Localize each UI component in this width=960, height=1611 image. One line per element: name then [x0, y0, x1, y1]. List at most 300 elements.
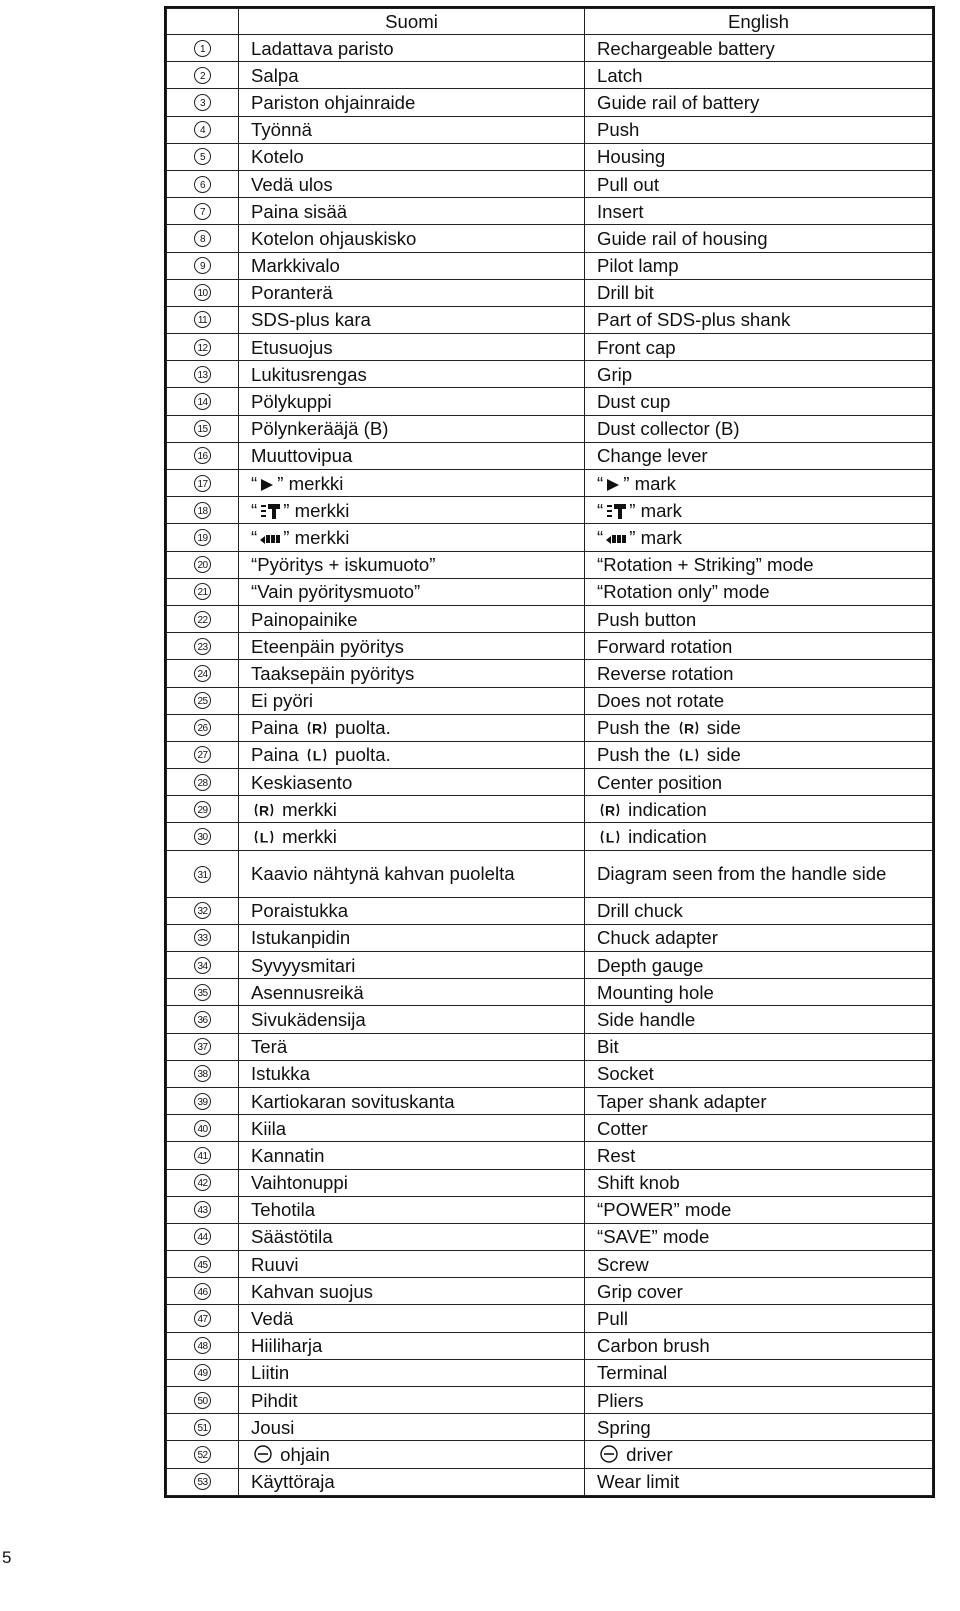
table-row — [167, 62, 933, 89]
english-label: Cotter — [597, 1117, 648, 1139]
english-label: Pilot lamp — [597, 255, 679, 277]
finnish-cell — [239, 823, 585, 850]
english-label: Drill bit — [597, 282, 654, 304]
quote-mark: ” — [623, 472, 630, 494]
finnish-label-post: puolta. — [334, 744, 391, 766]
finnish-label: Markkivalo — [251, 255, 340, 277]
table-row — [167, 924, 933, 951]
english-cell — [585, 225, 933, 252]
rotation-triangle-icon — [259, 477, 275, 493]
l-side-icon — [253, 828, 275, 846]
finnish-cell — [239, 1196, 585, 1223]
item-number: 19 — [194, 529, 211, 546]
item-number: 4 — [194, 121, 211, 138]
finnish-label: Taaksepäin pyöritys — [251, 662, 415, 684]
finnish-cell — [239, 388, 585, 415]
finnish-label: Käyttöraja — [251, 1471, 335, 1493]
english-cell — [585, 897, 933, 924]
english-label: Reverse rotation — [597, 662, 734, 684]
item-number-cell — [167, 1387, 239, 1414]
english-label: mark — [634, 472, 676, 494]
finnish-cell — [239, 769, 585, 796]
item-number-cell — [167, 143, 239, 170]
english-label: Mounting hole — [597, 981, 714, 1003]
item-number-cell — [167, 769, 239, 796]
finnish-cell — [239, 1305, 585, 1332]
item-number-cell — [167, 1468, 239, 1495]
item-number: 42 — [194, 1174, 211, 1191]
item-number: 30 — [194, 828, 211, 845]
table-row — [167, 823, 933, 850]
quote-mark: ” — [283, 499, 290, 521]
item-number-cell — [167, 796, 239, 823]
table-row — [167, 952, 933, 979]
item-number-cell — [167, 605, 239, 632]
table-row — [167, 551, 933, 578]
finnish-label: Vaihtonuppi — [251, 1172, 348, 1194]
finnish-cell — [239, 1251, 585, 1278]
finnish-label: Vedä — [251, 1308, 294, 1330]
english-label: Push — [597, 119, 640, 141]
finnish-cell — [239, 687, 585, 714]
finnish-cell — [239, 1468, 585, 1495]
header-finnish: Suomi — [239, 9, 585, 35]
finnish-label: Pölykuppi — [251, 391, 332, 413]
item-number: 3 — [194, 94, 211, 111]
header-english: English — [585, 9, 933, 35]
english-cell — [585, 1087, 933, 1114]
item-number: 39 — [194, 1093, 211, 1110]
quote-mark: “ — [597, 472, 604, 494]
english-cell — [585, 143, 933, 170]
finnish-label: ohjain — [280, 1443, 330, 1465]
item-number-cell — [167, 524, 239, 551]
finnish-label: Tehotila — [251, 1199, 316, 1221]
table-row — [167, 470, 933, 497]
item-number: 28 — [194, 774, 211, 791]
svg-text:R: R — [604, 802, 616, 819]
english-label: POWER — [603, 1199, 674, 1221]
english-cell — [585, 769, 933, 796]
l-side-icon — [306, 746, 328, 764]
table-row — [167, 225, 933, 252]
finnish-label: Eteenpäin pyöritys — [251, 635, 404, 657]
table-row — [167, 1060, 933, 1087]
item-number-cell — [167, 1332, 239, 1359]
english-cell — [585, 660, 933, 687]
finnish-cell — [239, 116, 585, 143]
english-label: SAVE — [603, 1226, 652, 1248]
item-number-cell — [167, 442, 239, 469]
item-number: 5 — [194, 148, 211, 165]
english-label: Shift knob — [597, 1172, 680, 1194]
finnish-cell — [239, 660, 585, 687]
english-cell — [585, 1332, 933, 1359]
quote-mark: ” — [651, 1226, 658, 1248]
english-label: Center position — [597, 771, 723, 793]
english-cell — [585, 1223, 933, 1250]
table-row — [167, 796, 933, 823]
english-label: mark — [640, 526, 682, 548]
english-label: Grip — [597, 363, 633, 385]
item-number: 43 — [194, 1201, 211, 1218]
english-label: Rotation + Striking — [603, 554, 756, 576]
table-row — [167, 524, 933, 551]
table-row — [167, 306, 933, 333]
legend-sheet — [164, 6, 935, 1498]
item-number-cell — [167, 252, 239, 279]
finnish-label: Terä — [251, 1036, 288, 1058]
finnish-label: Pihdit — [251, 1389, 298, 1411]
item-number: 27 — [194, 746, 211, 763]
finnish-cell — [239, 497, 585, 524]
table-row — [167, 850, 933, 897]
item-number: 24 — [194, 665, 211, 682]
table-row — [167, 35, 933, 62]
item-number: 50 — [194, 1392, 211, 1409]
english-cell — [585, 89, 933, 116]
hammer-drill-icon — [605, 502, 627, 520]
finnish-label: Painopainike — [251, 608, 358, 630]
english-cell — [585, 198, 933, 225]
r-side-icon — [599, 801, 621, 819]
item-number: 26 — [194, 719, 211, 736]
finnish-cell — [239, 170, 585, 197]
table-row — [167, 769, 933, 796]
table-row — [167, 1223, 933, 1250]
english-cell — [585, 1115, 933, 1142]
item-number-cell — [167, 897, 239, 924]
english-cell — [585, 823, 933, 850]
english-cell — [585, 170, 933, 197]
quote-mark: “ — [597, 526, 604, 548]
finnish-cell — [239, 796, 585, 823]
table-row — [167, 660, 933, 687]
item-number-cell — [167, 116, 239, 143]
minus-circle-icon — [599, 1444, 619, 1464]
item-number: 21 — [194, 583, 211, 600]
table-row — [167, 1169, 933, 1196]
table-row — [167, 578, 933, 605]
quote-mark: ” — [429, 554, 436, 576]
item-number: 46 — [194, 1283, 211, 1300]
finnish-cell — [239, 605, 585, 632]
item-number-cell — [167, 62, 239, 89]
table-row — [167, 279, 933, 306]
table-row — [167, 1196, 933, 1223]
english-cell — [585, 442, 933, 469]
finnish-cell — [239, 551, 585, 578]
english-label-post: indication — [628, 826, 707, 848]
english-label: Dust cup — [597, 391, 671, 413]
finnish-cell — [239, 1387, 585, 1414]
item-number: 13 — [194, 366, 211, 383]
english-cell — [585, 334, 933, 361]
english-cell — [585, 361, 933, 388]
english-label: Depth gauge — [597, 954, 704, 976]
english-label: Dust collector (B) — [597, 418, 740, 440]
table-row — [167, 170, 933, 197]
quote-mark: “ — [597, 1199, 604, 1221]
english-label: Grip cover — [597, 1280, 683, 1302]
english-label-suffix: mode — [662, 1226, 710, 1248]
item-number-cell — [167, 279, 239, 306]
parts-legend-table — [166, 8, 933, 1496]
english-label: Chuck adapter — [597, 927, 718, 949]
item-number-cell — [167, 1278, 239, 1305]
finnish-label: Kiila — [251, 1117, 287, 1139]
english-cell — [585, 252, 933, 279]
quote-mark: ” — [629, 526, 636, 548]
item-number: 6 — [194, 176, 211, 193]
finnish-cell — [239, 89, 585, 116]
finnish-label: Hiiliharja — [251, 1335, 323, 1357]
finnish-label-post: puolta. — [334, 717, 391, 739]
table-row — [167, 1006, 933, 1033]
finnish-cell — [239, 1441, 585, 1468]
table-row — [167, 1033, 933, 1060]
table-row — [167, 198, 933, 225]
item-number-cell — [167, 1359, 239, 1386]
item-number: 15 — [194, 420, 211, 437]
item-number: 53 — [194, 1473, 211, 1490]
finnish-label: Ladattava paristo — [251, 37, 394, 59]
quote-mark: “ — [251, 581, 258, 603]
table-row — [167, 687, 933, 714]
finnish-label: Vain pyöritysmuoto — [257, 581, 414, 603]
english-cell — [585, 1441, 933, 1468]
english-label: driver — [626, 1443, 673, 1465]
item-number: 29 — [194, 801, 211, 818]
header-row — [167, 9, 933, 35]
item-number: 14 — [194, 393, 211, 410]
table-row — [167, 388, 933, 415]
finnish-label: Kahvan suojus — [251, 1280, 373, 1302]
english-cell — [585, 1305, 933, 1332]
finnish-label: Istukanpidin — [251, 927, 351, 949]
finnish-cell — [239, 1142, 585, 1169]
item-number-cell — [167, 660, 239, 687]
english-label-suffix: mode — [767, 554, 814, 576]
item-number-cell — [167, 470, 239, 497]
table-row — [167, 415, 933, 442]
item-number-cell — [167, 714, 239, 741]
english-cell — [585, 62, 933, 89]
item-number-cell — [167, 415, 239, 442]
table-row — [167, 361, 933, 388]
english-label: Pull out — [597, 173, 660, 195]
finnish-cell — [239, 1332, 585, 1359]
item-number-cell — [167, 1196, 239, 1223]
item-number: 33 — [194, 929, 211, 946]
finnish-cell — [239, 952, 585, 979]
finnish-label: Säästötila — [251, 1226, 333, 1248]
finnish-label: Pariston ohjainraide — [251, 91, 416, 113]
english-label-suffix: mode — [684, 1199, 732, 1221]
item-number-cell — [167, 1441, 239, 1468]
svg-text:L: L — [684, 747, 693, 764]
item-number: 20 — [194, 556, 211, 573]
finnish-cell — [239, 924, 585, 951]
item-number: 40 — [194, 1120, 211, 1137]
finnish-cell — [239, 1223, 585, 1250]
table-row — [167, 1305, 933, 1332]
english-cell — [585, 279, 933, 306]
item-number: 31 — [194, 866, 211, 883]
finnish-label: Kannatin — [251, 1144, 325, 1166]
item-number: 18 — [194, 502, 211, 519]
english-cell — [585, 979, 933, 1006]
table-row — [167, 89, 933, 116]
english-label: Terminal — [597, 1362, 668, 1384]
english-cell — [585, 1387, 933, 1414]
item-number: 1 — [194, 40, 211, 57]
item-number: 25 — [194, 692, 211, 709]
hammer-drill-icon — [259, 502, 281, 520]
english-label: Rechargeable battery — [597, 37, 775, 59]
english-cell — [585, 1142, 933, 1169]
english-cell — [585, 388, 933, 415]
table-row — [167, 714, 933, 741]
english-label: Pliers — [597, 1389, 644, 1411]
item-number: 37 — [194, 1038, 211, 1055]
table-row — [167, 741, 933, 768]
r-side-icon — [306, 719, 328, 737]
english-cell — [585, 306, 933, 333]
finnish-cell — [239, 442, 585, 469]
english-cell — [585, 415, 933, 442]
english-label: Rotation only — [603, 581, 712, 603]
finnish-cell — [239, 714, 585, 741]
item-number-cell — [167, 1169, 239, 1196]
table-row — [167, 1387, 933, 1414]
finnish-cell — [239, 143, 585, 170]
item-number: 34 — [194, 957, 211, 974]
finnish-cell — [239, 198, 585, 225]
finnish-label: Kotelo — [251, 146, 304, 168]
table-row — [167, 1251, 933, 1278]
english-label-pre: Push the — [597, 744, 671, 766]
table-row — [167, 334, 933, 361]
table-row — [167, 1115, 933, 1142]
english-label: Carbon brush — [597, 1335, 710, 1357]
item-number-cell — [167, 225, 239, 252]
item-number-cell — [167, 1414, 239, 1441]
quote-mark: “ — [597, 554, 604, 576]
quote-mark: “ — [251, 499, 258, 521]
item-number: 32 — [194, 902, 211, 919]
finnish-label: Istukka — [251, 1063, 310, 1085]
item-number-cell — [167, 979, 239, 1006]
english-cell — [585, 924, 933, 951]
english-cell — [585, 687, 933, 714]
finnish-cell — [239, 361, 585, 388]
item-number-cell — [167, 1223, 239, 1250]
l-side-icon — [678, 746, 700, 764]
item-number: 23 — [194, 638, 211, 655]
finnish-label: Lukitusrengas — [251, 363, 367, 385]
quote-mark: “ — [597, 1226, 604, 1248]
item-number: 36 — [194, 1011, 211, 1028]
english-cell — [585, 1060, 933, 1087]
item-number: 48 — [194, 1337, 211, 1354]
finnish-cell — [239, 1359, 585, 1386]
quote-mark: ” — [413, 581, 421, 603]
finnish-cell — [239, 1087, 585, 1114]
english-cell — [585, 1278, 933, 1305]
svg-text:R: R — [683, 720, 694, 737]
table-row — [167, 1414, 933, 1441]
english-label: Part of SDS-plus shank — [597, 309, 791, 331]
item-number-cell — [167, 551, 239, 578]
finnish-cell — [239, 1414, 585, 1441]
english-cell — [585, 1169, 933, 1196]
english-label: Wear limit — [597, 1471, 680, 1493]
table-row — [167, 1332, 933, 1359]
quote-mark: ” — [711, 581, 718, 603]
finnish-label: merkki — [288, 472, 344, 494]
table-row — [167, 633, 933, 660]
item-number: 44 — [194, 1228, 211, 1245]
english-cell — [585, 796, 933, 823]
item-number-cell — [167, 1087, 239, 1114]
english-cell — [585, 116, 933, 143]
item-number: 11 — [194, 311, 211, 328]
english-cell — [585, 714, 933, 741]
english-cell — [585, 497, 933, 524]
item-number-cell — [167, 170, 239, 197]
english-cell — [585, 578, 933, 605]
english-label: Front cap — [597, 336, 676, 358]
item-number: 9 — [194, 257, 211, 274]
english-cell — [585, 850, 933, 897]
english-label: Guide rail of battery — [597, 91, 760, 113]
item-number-cell — [167, 741, 239, 768]
legend-body — [167, 35, 933, 1496]
finnish-cell — [239, 979, 585, 1006]
english-label: Change lever — [597, 445, 708, 467]
quote-mark: ” — [673, 1199, 680, 1221]
item-number-cell — [167, 924, 239, 951]
chisel-hammer-icon — [605, 529, 627, 547]
english-label: Diagram seen from the handle side — [597, 862, 887, 884]
table-row — [167, 497, 933, 524]
item-number-cell — [167, 306, 239, 333]
english-cell — [585, 1196, 933, 1223]
quote-mark: “ — [597, 499, 604, 521]
finnish-label: SDS-plus kara — [251, 309, 371, 331]
english-label: Does not rotate — [597, 690, 725, 712]
page-number: 5 — [2, 1548, 12, 1567]
finnish-cell — [239, 524, 585, 551]
item-number-cell — [167, 1115, 239, 1142]
item-number: 22 — [194, 611, 211, 628]
item-number: 35 — [194, 984, 211, 1001]
item-number-cell — [167, 198, 239, 225]
table-row — [167, 979, 933, 1006]
finnish-cell — [239, 334, 585, 361]
finnish-cell — [239, 1006, 585, 1033]
quote-mark: “ — [597, 581, 604, 603]
item-number: 7 — [194, 203, 211, 220]
svg-text:L: L — [312, 747, 322, 764]
finnish-label: Vedä ulos — [251, 173, 333, 195]
english-cell — [585, 551, 933, 578]
english-label: Latch — [597, 64, 643, 86]
quote-mark: “ — [251, 554, 258, 576]
finnish-cell — [239, 850, 585, 897]
finnish-label: Muuttovipua — [251, 445, 353, 467]
